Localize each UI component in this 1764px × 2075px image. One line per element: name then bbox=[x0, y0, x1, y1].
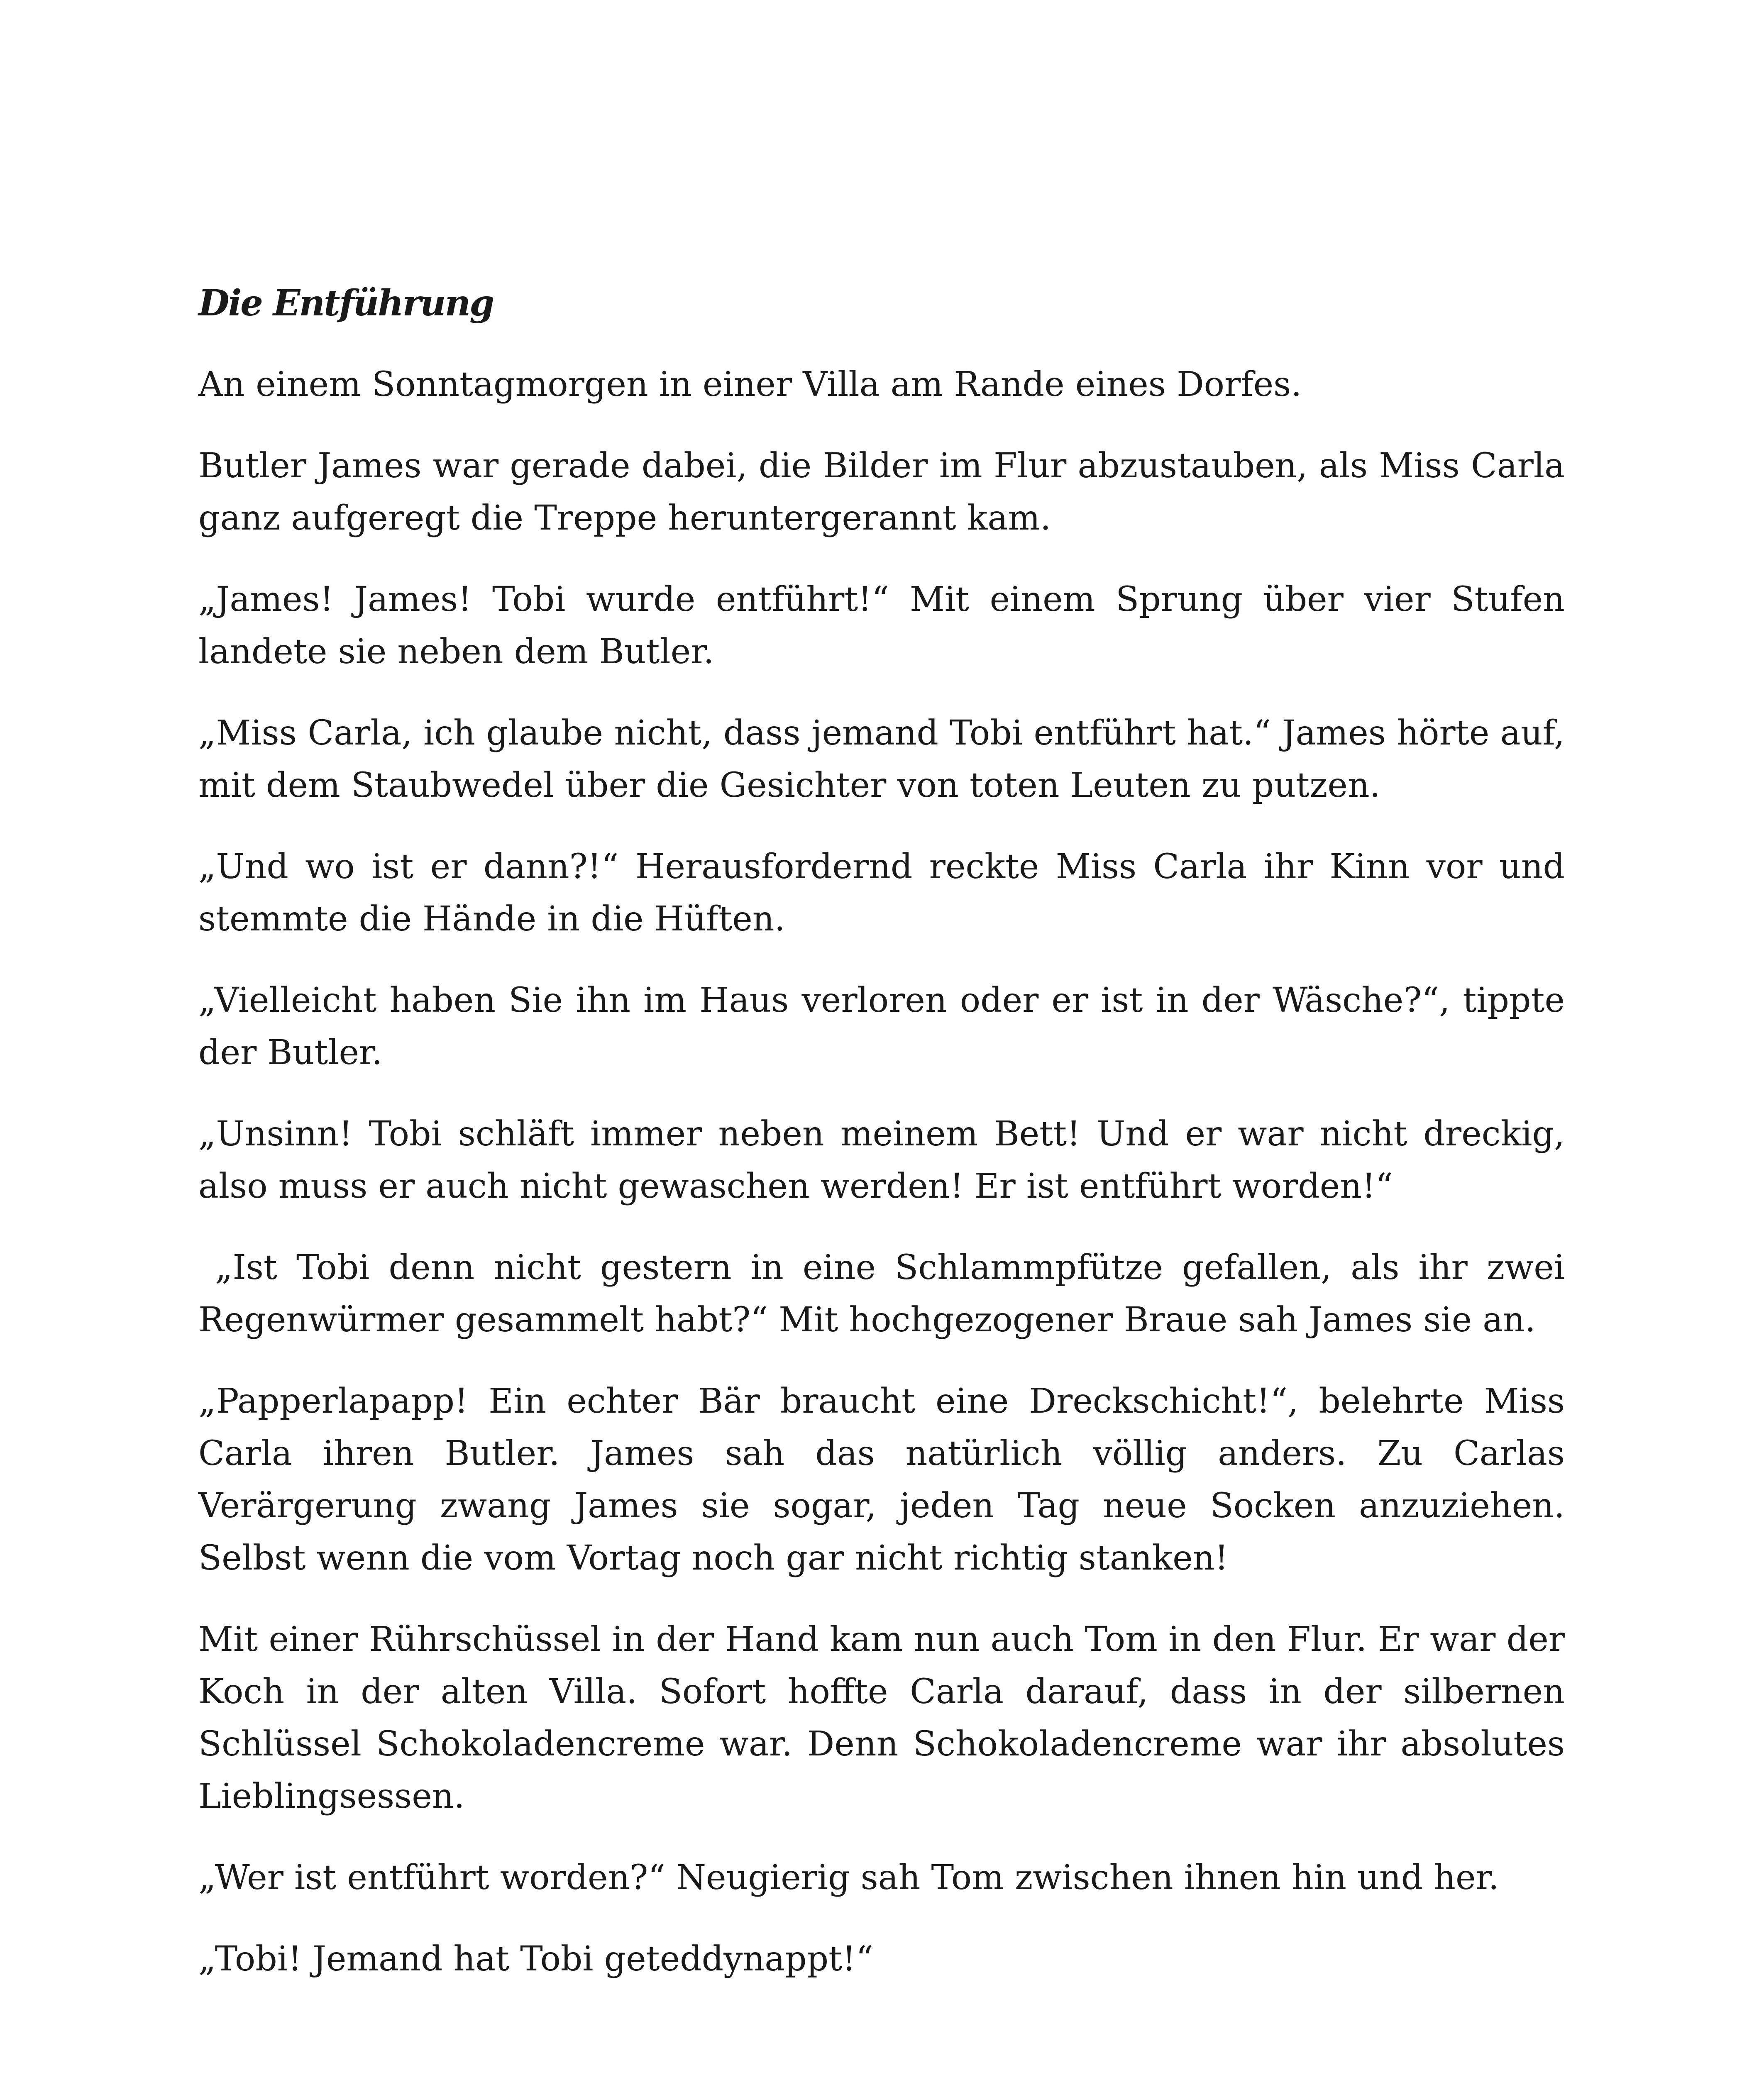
paragraph: „Wer ist entführt worden?“ Neugierig sah Tom zwischen ihnen hin und her. bbox=[198, 1858, 1499, 1897]
paragraph: „Tobi! Jemand hat Tobi geteddynappt!“ bbox=[198, 1939, 873, 1979]
paragraph: „Und wo ist er dann?!“ Herausfordernd reckte Miss Carla ihr Kinn vor und stemmte die Hände in die Hüften. bbox=[198, 847, 1565, 939]
page-content bbox=[198, 277, 1565, 2014]
chapter-title: Die Entführung bbox=[198, 282, 494, 324]
paragraph: „James! James! Tobi wurde entführt!“ Mit einem Sprung über vier Stufen landete sie neben dem Butler. bbox=[198, 580, 1565, 671]
paragraph: „Papperlapapp! Ein echter Bär braucht eine Dreckschicht!“, belehrte Miss Carla ihren Butler. James sah das natürlich völlig anders. Zu Carlas Verärgerung zwang James sie sogar, jeden Tag neue Socken anzuziehen. Selbst wenn die vom Vortag noch gar nicht richtig stanken! bbox=[198, 1382, 1565, 1578]
paragraph: Butler James war gerade dabei, die Bilder im Flur abzustauben, als Miss Carla ganz aufgeregt die Treppe heruntergerannt kam. bbox=[198, 446, 1565, 538]
paragraph: „Unsinn! Tobi schläft immer neben meinem Bett! Und er war nicht dreckig, also muss er auch nicht gewaschen werden! Er ist entführt worden!“ bbox=[198, 1114, 1565, 1206]
paragraph: An einem Sonntagmorgen in einer Villa am Rande eines Dorfes. bbox=[198, 365, 1302, 404]
paragraph: Mit einer Rührschüssel in der Hand kam nun auch Tom in den Flur. Er war der Koch in der alten Villa. Sofort hoffte Carla darauf, dass in der silbernen Schlüssel Schokoladencreme war. Denn Schokoladencreme war ihr absolutes Lieblingsessen. bbox=[198, 1620, 1565, 1816]
paragraph: „Miss Carla, ich glaube nicht, dass jemand Tobi entführt hat.“ James hörte auf, mit dem Staubwedel über die Gesichter von toten Leuten zu putzen. bbox=[198, 713, 1565, 805]
paragraph: „Ist Tobi denn nicht gestern in eine Schlammpfütze gefallen, als ihr zwei Regenwürmer gesammelt habt?“ Mit hochgezogener Braue sah James sie an. bbox=[198, 1248, 1565, 1340]
paragraph: „Vielleicht haben Sie ihn im Haus verloren oder er ist in der Wäsche?“, tippte der Butler. bbox=[198, 981, 1565, 1072]
